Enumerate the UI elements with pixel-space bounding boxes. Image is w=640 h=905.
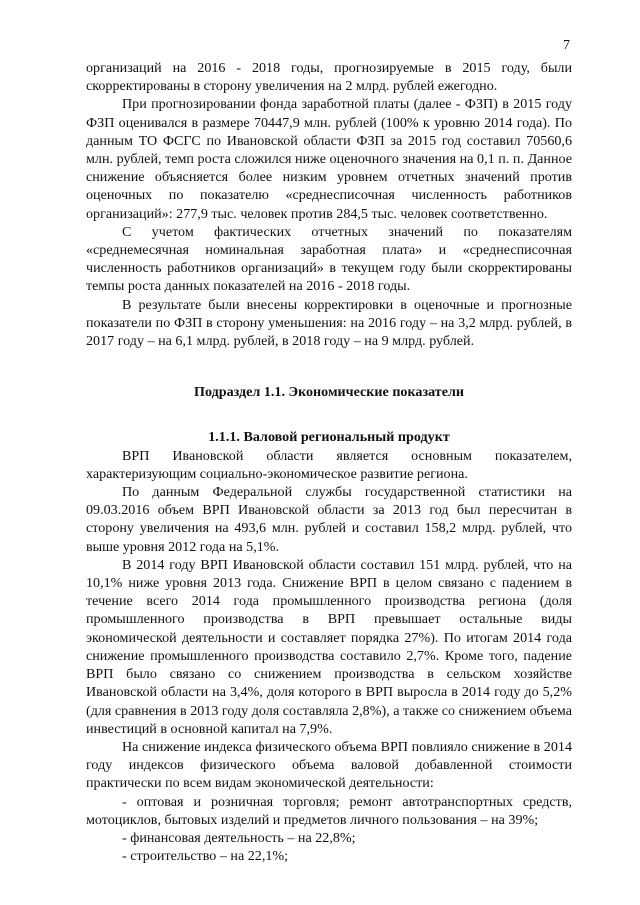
paragraph: ВРП Ивановской области является основным показателем, характеризующим социально-экономическое развитие региона. [86, 447, 572, 482]
paragraph: При прогнозировании фонда заработной платы (далее - ФЗП) в 2015 году ФЗП оценивался в размере 70447,9 млн. рублей (100% к уровню 2014 года). По данным ТО ФСГС по Ивановской области ФЗП за 2015 год составил 70560,6 млн. рублей, темп роста сложился ниже оценочного значения на 0,1 п. п. Данное снижение объясняется более низким уровнем отчетных значений против оценочных по показателю «среднесписочная численность работников организаций»: 277,9 тыс. человек против 284,5 тыс. человек соответственно. [86, 96, 572, 222]
list-item: - строительство – на 22,1%; [122, 848, 289, 865]
list-item: - оптовая и розничная торговля; ремонт автотранспортных средств, мотоциклов, бытовых изделий и предметов личного пользования – на 39%; [86, 793, 572, 828]
subsection-title: 1.1.1. Валовой региональный продукт [208, 429, 450, 446]
section-title: Подраздел 1.1. Экономические показатели [194, 384, 464, 401]
list-item: - финансовая деятельность – на 22,8%; [122, 829, 356, 846]
paragraph: организаций на 2016 - 2018 годы, прогнозируемые в 2015 году, были скорректированы в сторону увеличения на 2 млрд. рублей ежегодно. [86, 60, 572, 95]
paragraph: С учетом фактических отчетных значений по показателям «среднемесячная номинальная заработная плата» и «среднесписочная численность работников организаций» в текущем году были скорректированы темпы роста данных показателей на 2016 - 2018 годы. [86, 223, 572, 295]
paragraph: По данным Федеральной службы государственной статистики на 09.03.2016 объем ВРП Ивановской области за 2013 год был пересчитан в сторону увеличения на 493,6 млн. рублей и составил 158,2 млрд. рублей, что выше уровня 2012 года на 5,1%. [86, 484, 572, 555]
page-number: 7 [563, 38, 570, 53]
paragraph: На снижение индекса физического объема ВРП повлияло снижение в 2014 году индексов физического объема валовой добавленной стоимости практически по всем видам экономической деятельности: [86, 738, 572, 792]
paragraph: В 2014 году ВРП Ивановской области составил 151 млрд. рублей, что на 10,1% ниже уровня 2013 года. Снижение ВРП в целом связано с падением в течение всего 2014 года промышленного производства региона (доля промышленного производства в ВРП превышает остальные виды экономической деятельности и составляет порядка 27%). По итогам 2014 года снижение промышленного производства составило 2,7%. Кроме того, падение ВРП было связано со снижением производства в сельском хозяйстве Ивановской области на 3,4%, доля которого в ВРП выросла в 2014 году до 5,2% (для сравнения в 2013 году доля составляла 2,8%), а также со снижением объема инвестиций в основной капитал на 7,9%. [86, 556, 572, 737]
document-body [86, 59, 572, 865]
paragraph: В результате были внесены корректировки в оценочные и прогнозные показатели по ФЗП в сторону уменьшения: на 2016 году – на 3,2 млрд. рублей, в 2017 году – на 6,1 млрд. рублей, в 2018 году – на 9 млрд. рублей. [86, 296, 572, 350]
